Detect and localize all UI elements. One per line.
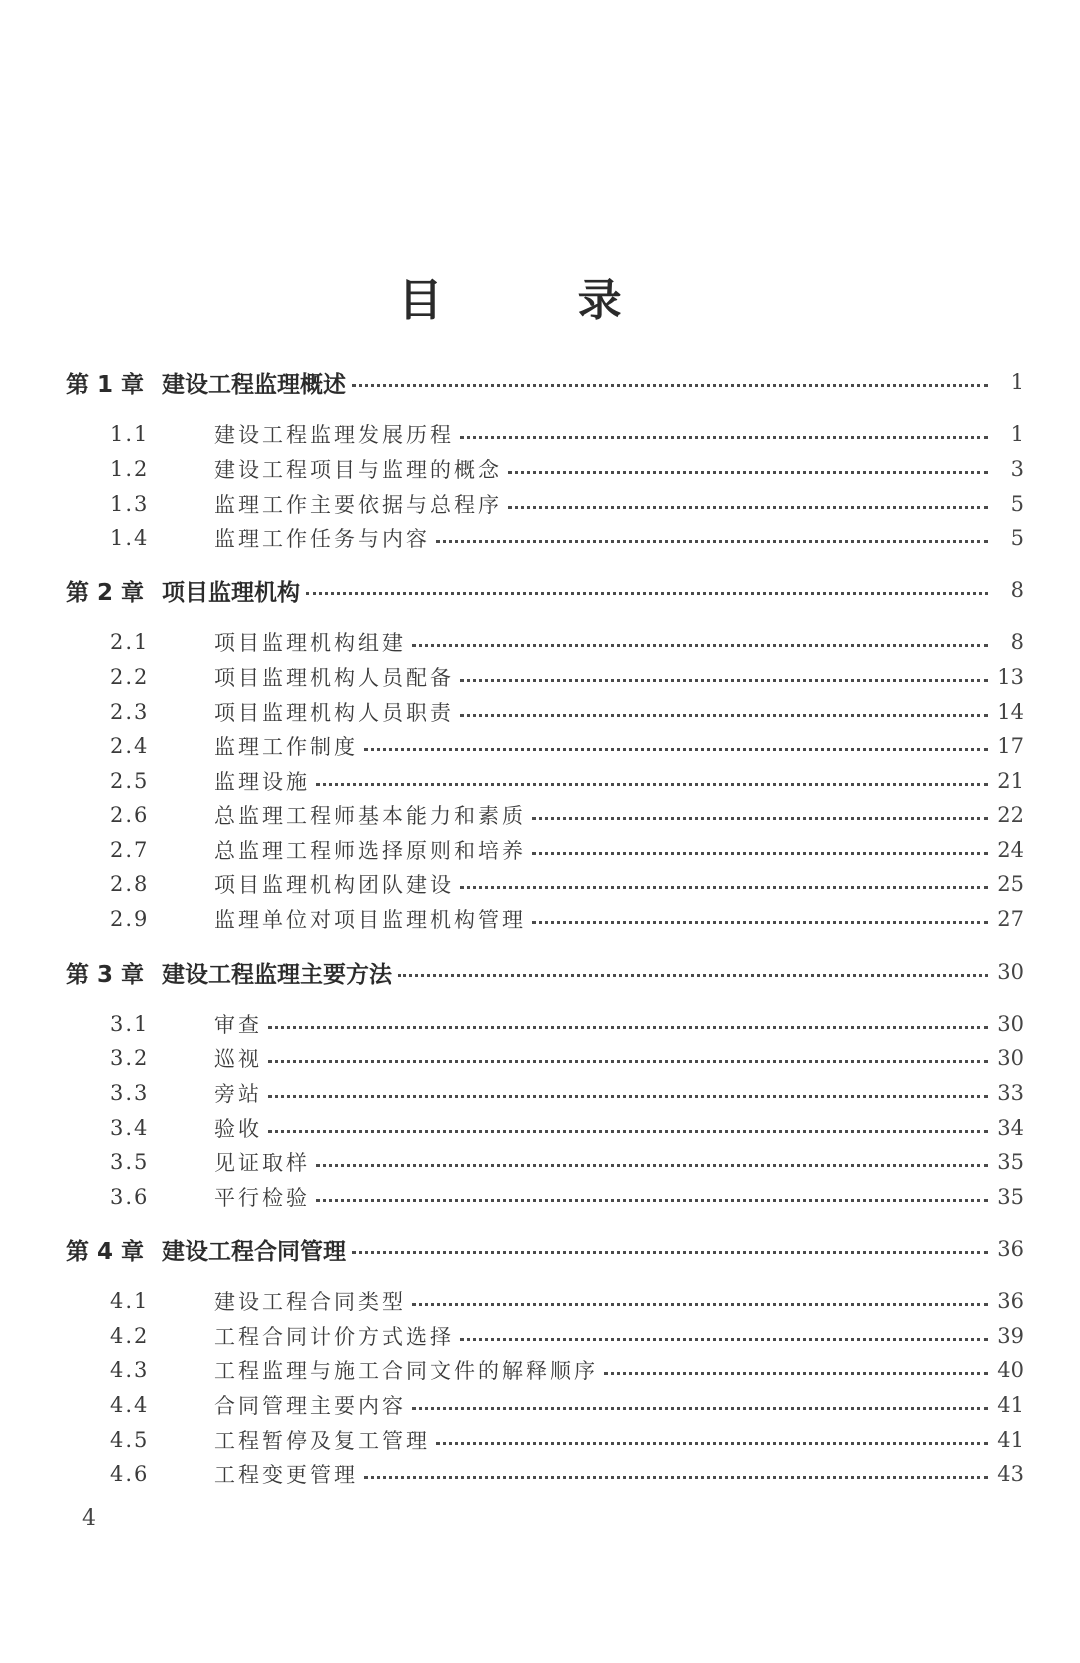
toc-chapter-entry[interactable]: [66, 575, 1024, 605]
toc-section-entry[interactable]: [66, 662, 1024, 692]
section-number: 3.4: [110, 1116, 150, 1140]
section-number: 4.3: [110, 1358, 150, 1382]
dot-leader: [460, 886, 988, 889]
dot-leader: [364, 748, 988, 751]
chapter-number: 第 1 章: [66, 371, 145, 398]
toc-section-entry[interactable]: [66, 1182, 1024, 1212]
toc-page-number: 33: [997, 1081, 1024, 1105]
toc-section-entry[interactable]: [66, 627, 1024, 657]
chapter-title: 项目监理机构: [162, 579, 300, 606]
section-title: 建设工程项目与监理的概念: [214, 458, 502, 482]
toc-page-number: 34: [997, 1116, 1024, 1140]
toc-section-entry[interactable]: [66, 1113, 1024, 1143]
toc-section-entry[interactable]: [66, 731, 1024, 761]
toc-chapter-entry[interactable]: [66, 367, 1024, 397]
toc-page-number: 17: [997, 734, 1024, 758]
dot-leader: [268, 1095, 988, 1098]
toc-section-entry[interactable]: [66, 1147, 1024, 1177]
dot-leader: [412, 644, 988, 647]
dot-leader: [412, 1303, 988, 1306]
section-title: 总监理工程师选择原则和培养: [214, 839, 526, 863]
toc-section-entry[interactable]: [66, 1459, 1024, 1489]
dot-leader: [316, 783, 988, 786]
section-title: 合同管理主要内容: [214, 1394, 406, 1418]
toc-page-number: 41: [997, 1428, 1024, 1452]
section-title: 监理单位对项目监理机构管理: [214, 908, 526, 932]
toc-chapter-entry[interactable]: [66, 1234, 1024, 1264]
section-number: 2.9: [110, 907, 150, 931]
section-number: 2.7: [110, 838, 150, 862]
toc-section-entry[interactable]: [66, 523, 1024, 553]
dot-leader: [352, 384, 988, 387]
dot-leader: [604, 1372, 988, 1375]
toc-page-number: 30: [997, 960, 1024, 984]
section-number: 3.2: [110, 1046, 150, 1070]
section-number: 3.3: [110, 1081, 150, 1105]
section-number: 2.4: [110, 734, 150, 758]
section-number: 3.1: [110, 1012, 150, 1036]
section-title: 监理设施: [214, 770, 310, 794]
toc-page-number: 36: [997, 1289, 1024, 1313]
section-number: 4.6: [110, 1462, 150, 1486]
section-title: 项目监理机构团队建设: [214, 873, 454, 897]
section-number: 2.1: [110, 630, 150, 654]
toc-section-entry[interactable]: [66, 904, 1024, 934]
toc-section-entry[interactable]: [66, 489, 1024, 519]
section-number: 2.2: [110, 665, 150, 689]
dot-leader: [268, 1026, 988, 1029]
section-number: 4.1: [110, 1289, 150, 1313]
toc-section-entry[interactable]: [66, 835, 1024, 865]
toc-page-number: 25: [997, 872, 1024, 896]
toc-page-number: 24: [997, 838, 1024, 862]
section-title: 巡视: [214, 1047, 262, 1071]
toc-section-entry[interactable]: [66, 1390, 1024, 1420]
section-number: 4.2: [110, 1324, 150, 1348]
toc-page-number: 43: [997, 1462, 1024, 1486]
dot-leader: [316, 1199, 988, 1202]
section-number: 3.5: [110, 1150, 150, 1174]
section-number: 1.2: [110, 457, 150, 481]
dot-leader: [460, 1338, 988, 1341]
section-title: 审查: [214, 1013, 262, 1037]
toc-page-number: 1: [1010, 370, 1024, 394]
chapter-number: 第 4 章: [66, 1238, 145, 1265]
section-number: 1.3: [110, 492, 150, 516]
toc-page-number: 39: [997, 1324, 1024, 1348]
toc-page-number: 35: [997, 1185, 1024, 1209]
dot-leader: [268, 1060, 988, 1063]
section-title: 工程合同计价方式选择: [214, 1325, 454, 1349]
toc-section-entry[interactable]: [66, 454, 1024, 484]
section-title: 监理工作制度: [214, 735, 358, 759]
section-title: 工程暂停及复工管理: [214, 1429, 430, 1453]
chapter-title: 建设工程监理主要方法: [162, 961, 392, 988]
toc-chapter-entry[interactable]: [66, 957, 1024, 987]
toc-page-number: 22: [997, 803, 1024, 827]
section-number: 2.5: [110, 769, 150, 793]
toc-page-number: 1: [1010, 422, 1024, 446]
chapter-title: 建设工程监理概述: [162, 371, 346, 398]
dot-leader: [364, 1476, 988, 1479]
toc-page-number: 21: [997, 769, 1024, 793]
section-number: 4.4: [110, 1393, 150, 1417]
section-number: 1.4: [110, 526, 150, 550]
section-number: 1.1: [110, 422, 150, 446]
dot-leader: [532, 852, 988, 855]
toc-page-number: 13: [997, 665, 1024, 689]
section-number: 2.6: [110, 803, 150, 827]
toc-page-number: 5: [1010, 492, 1024, 516]
section-title: 验收: [214, 1117, 262, 1141]
dot-leader: [268, 1130, 988, 1133]
toc-page-number: 8: [1010, 578, 1024, 602]
section-title: 监理工作主要依据与总程序: [214, 493, 502, 517]
section-title: 工程变更管理: [214, 1463, 358, 1487]
toc-page-number: 30: [997, 1012, 1024, 1036]
dot-leader: [508, 506, 988, 509]
dot-leader: [412, 1407, 988, 1410]
page-number: 4: [82, 1506, 96, 1531]
dot-leader: [352, 1251, 988, 1254]
toc-section-entry[interactable]: [66, 1355, 1024, 1385]
toc-page-number: 27: [997, 907, 1024, 931]
section-title: 平行检验: [214, 1186, 310, 1210]
toc-page-number: 8: [1010, 630, 1024, 654]
section-title: 建设工程合同类型: [214, 1290, 406, 1314]
toc-page-number: 30: [997, 1046, 1024, 1070]
toc-page-number: 3: [1010, 457, 1024, 481]
dot-leader: [532, 921, 988, 924]
toc-section-entry[interactable]: [66, 419, 1024, 449]
toc-page-number: 41: [997, 1393, 1024, 1417]
dot-leader: [532, 817, 988, 820]
toc-section-entry[interactable]: [66, 766, 1024, 796]
chapter-number: 第 3 章: [66, 961, 145, 988]
section-number: 2.3: [110, 700, 150, 724]
dot-leader: [436, 540, 988, 543]
section-title: 总监理工程师基本能力和素质: [214, 804, 526, 828]
toc-section-entry[interactable]: [66, 1009, 1024, 1039]
dot-leader: [398, 974, 988, 977]
section-title: 旁站: [214, 1082, 262, 1106]
toc-page-number: 5: [1010, 526, 1024, 550]
dot-leader: [508, 471, 988, 474]
dot-leader: [316, 1164, 988, 1167]
toc-page-number: 40: [997, 1358, 1024, 1382]
section-number: 4.5: [110, 1428, 150, 1452]
toc-section-entry[interactable]: [66, 1043, 1024, 1073]
toc-section-entry[interactable]: [66, 869, 1024, 899]
section-number: 3.6: [110, 1185, 150, 1209]
toc-page-number: 14: [997, 700, 1024, 724]
dot-leader: [460, 714, 988, 717]
chapter-title: 建设工程合同管理: [162, 1238, 346, 1265]
toc-section-entry[interactable]: [66, 1078, 1024, 1108]
section-number: 2.8: [110, 872, 150, 896]
toc-section-entry[interactable]: [66, 1425, 1024, 1455]
dot-leader: [460, 679, 988, 682]
section-title: 项目监理机构组建: [214, 631, 406, 655]
toc-section-entry[interactable]: [66, 1286, 1024, 1316]
section-title: 监理工作任务与内容: [214, 527, 430, 551]
dot-leader: [306, 592, 988, 595]
toc-section-entry[interactable]: [66, 697, 1024, 727]
section-title: 项目监理机构人员职责: [214, 701, 454, 725]
section-title: 建设工程监理发展历程: [214, 423, 454, 447]
page-title: 目 录: [398, 275, 682, 326]
section-title: 工程监理与施工合同文件的解释顺序: [214, 1359, 598, 1383]
dot-leader: [460, 436, 988, 439]
toc-section-entry[interactable]: [66, 1321, 1024, 1351]
chapter-number: 第 2 章: [66, 579, 145, 606]
toc-section-entry[interactable]: [66, 800, 1024, 830]
section-title: 项目监理机构人员配备: [214, 666, 454, 690]
dot-leader: [436, 1442, 988, 1445]
section-title: 见证取样: [214, 1151, 310, 1175]
toc-page-number: 36: [997, 1237, 1024, 1261]
toc-page-number: 35: [997, 1150, 1024, 1174]
